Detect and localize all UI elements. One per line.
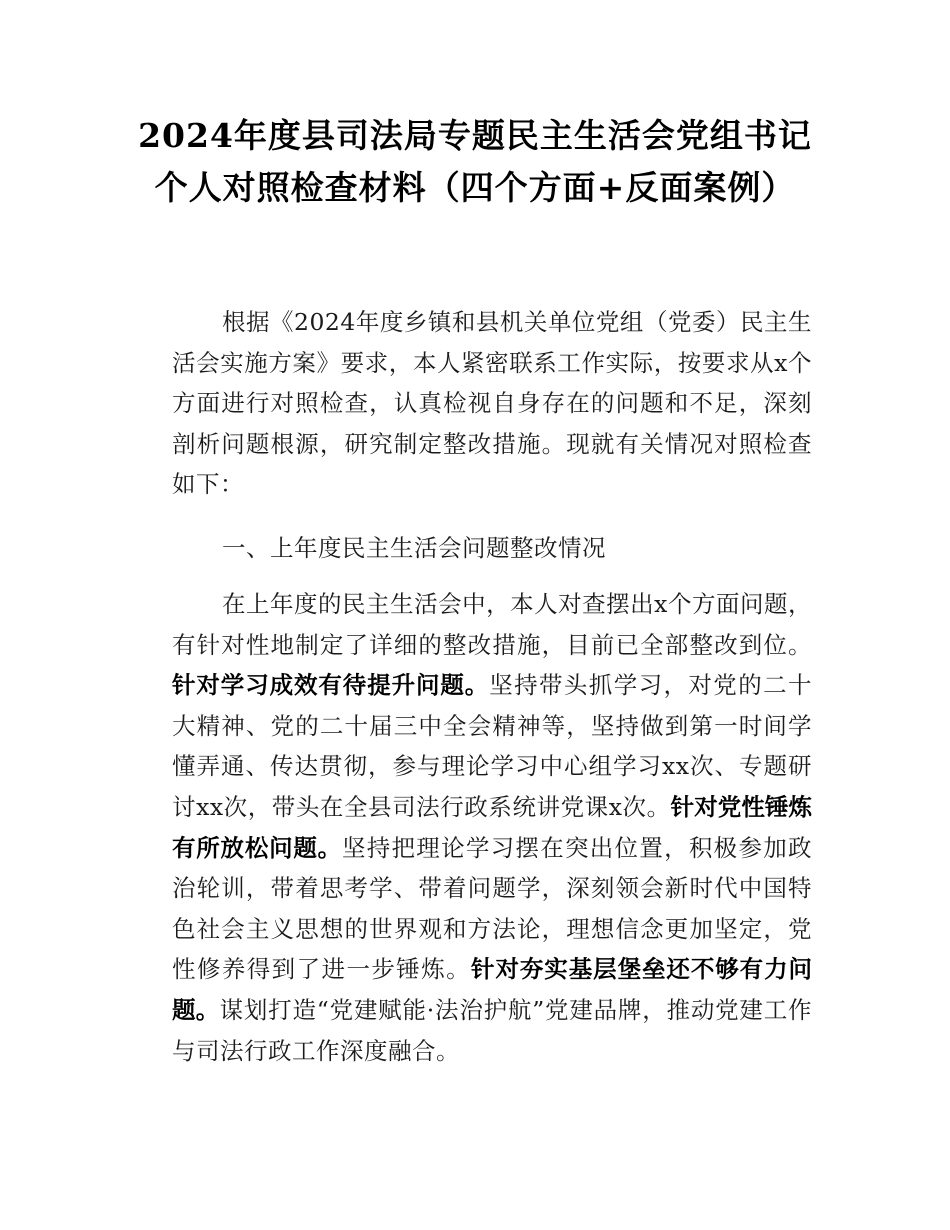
paragraph-text: 谋划打造“党建赋能·法治护航”党建品牌，推动党建工作与司法行政工作深度融合。 bbox=[172, 995, 812, 1065]
intro-paragraph: 根据《2024年度乡镇和县机关单位党组（党委）民主生活会实施方案》要求，本人紧密联系工作实际，按要求从x个方面进行对照检查，认真检视自身存在的问题和不足，深刻剖析问题根源，研究制定整改措施。现就有关情况对照检查如下： bbox=[172, 308, 812, 499]
paragraph-text: 坚持带头抓学习，对党的二十大精神、党的二十届三中全会精神等，坚持做到第一时间学懂弄通、传达贯彻，参与理论学习中心组学习xx次、专题研讨xx次，带头在全县司法行政系统讲党课x次。 bbox=[172, 671, 813, 821]
document-title-line-1: 2024年度县司法局专题民主生活会党组书记 bbox=[138, 116, 812, 155]
section-1-paragraph bbox=[172, 584, 812, 1071]
document-title-line-2: 个人对照检查材料（四个方面+反面案例） bbox=[154, 168, 796, 207]
section-1-heading: 一、上年度民主生活会问题整改情况 bbox=[222, 534, 606, 562]
highlight-heading-party-spirit: 针对党性锤炼有所放松问题。 bbox=[172, 792, 813, 862]
paragraph-text: 在上年度的民主生活会中，本人对查摆出x个方面问题，有针对性地制定了详细的整改措施，目前已全部整改到位。 bbox=[172, 590, 812, 659]
highlight-heading-study: 针对学习成效有待提升问题。 bbox=[172, 671, 490, 700]
highlight-heading-grassroots: 针对夯实基层堡垒还不够有力问题。 bbox=[172, 955, 813, 1024]
paragraph-text: 坚持把理论学习摆在突出位置，积极参加政治轮训，带着思考学、带着问题学，深刻领会新时代中国特色社会主义思想的世界观和方法论，理想信念更加坚定，党性修养得到了进一步锤炼。 bbox=[172, 833, 813, 984]
